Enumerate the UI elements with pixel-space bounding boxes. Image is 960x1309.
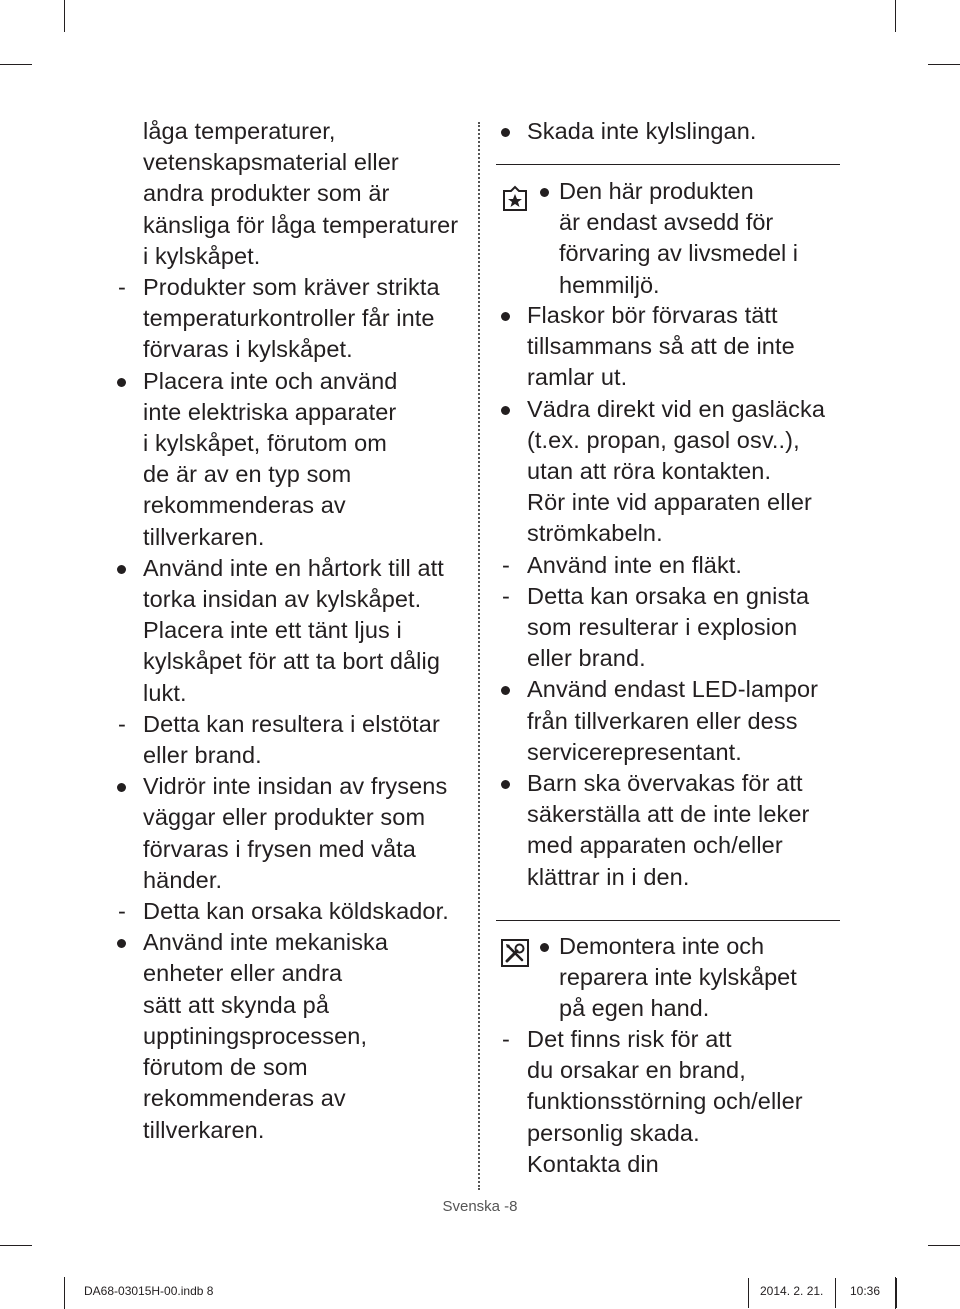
bullet-icon xyxy=(117,565,126,574)
text-line: Det finns risk för att xyxy=(527,1026,732,1052)
text-line: kylskåpet för att ta bort dålig xyxy=(143,648,440,675)
text-line: enheter eller andra xyxy=(143,960,343,987)
text-line: tillverkaren. xyxy=(143,523,265,550)
text-line: som resulterar i explosion xyxy=(527,614,798,641)
bullet-icon xyxy=(501,780,510,789)
left-column xyxy=(104,116,476,1146)
dash-item xyxy=(104,896,476,927)
text-line: Rör inte vid apparaten eller xyxy=(527,489,812,516)
text-line: torka insidan av kylskåpet. xyxy=(143,586,422,613)
note-no-disassembly xyxy=(540,931,840,1025)
crop-mark xyxy=(928,1245,960,1246)
bullet-item xyxy=(488,300,840,394)
bullet-item xyxy=(488,768,840,893)
text-line: upptiningsprocessen, xyxy=(143,1022,368,1049)
note-divider xyxy=(496,920,840,921)
text-line: tillverkaren. xyxy=(143,1116,265,1143)
text-line: Detta kan orsaka en gnista xyxy=(527,582,810,609)
crop-mark xyxy=(64,0,65,32)
bullet-item xyxy=(104,771,476,896)
bullet-icon xyxy=(540,188,549,197)
text-line: temperaturkontroller får inte xyxy=(143,305,435,332)
bullet-item xyxy=(488,674,840,768)
bullet-icon xyxy=(501,686,510,695)
slug-file: DA68-03015H-00.indb 8 xyxy=(84,1284,214,1298)
text-line: förvaras i frysen med våta xyxy=(143,835,416,862)
text-line: känsliga för låga temperaturer xyxy=(143,211,459,238)
text-line: i kylskåpet. xyxy=(143,242,261,269)
text-line: reparera inte kylskåpet xyxy=(559,964,797,991)
right-column-bottom xyxy=(488,1024,840,1180)
text-line: strömkabeln. xyxy=(527,520,663,547)
text-line: Skada inte kylslingan. xyxy=(527,118,757,144)
bullet-item xyxy=(104,927,476,1145)
slug-divider xyxy=(748,1278,749,1308)
text-line: tillsammans så att de inte xyxy=(527,333,795,360)
note-divider xyxy=(496,164,840,165)
text-line: Barn ska övervakas för att xyxy=(527,770,803,797)
dash-marker: - xyxy=(118,710,126,737)
text-line: vetenskapsmaterial eller xyxy=(143,149,399,176)
dash-marker: - xyxy=(118,898,126,925)
text-line: Den här produkten xyxy=(559,178,754,204)
text-line: Flaskor bör förvaras tätt xyxy=(527,302,778,328)
text-line: personlig skada. xyxy=(527,1119,700,1146)
bullet-item xyxy=(488,116,840,147)
text-line: funktionsstörning och/eller xyxy=(527,1088,803,1115)
bullet-icon xyxy=(117,939,126,948)
bullet-icon xyxy=(117,378,126,387)
crop-mark xyxy=(928,64,960,65)
bullet-item xyxy=(104,553,476,709)
text-line: Placera inte ett tänt ljus i xyxy=(143,617,402,644)
slug-time: 10:36 xyxy=(850,1284,881,1298)
text-line: på egen hand. xyxy=(559,995,710,1022)
text-line: väggar eller produkter som xyxy=(143,804,426,831)
note-product-use xyxy=(540,176,840,301)
text-line: händer. xyxy=(143,866,223,893)
text-line: andra produkter som är xyxy=(143,180,390,207)
text-line: eller brand. xyxy=(143,742,262,769)
text-line: klättrar in i den. xyxy=(527,863,690,890)
bullet-icon xyxy=(501,406,510,415)
dash-item xyxy=(104,272,476,366)
text-line: (t.ex. propan, gasol osv..), xyxy=(527,426,800,453)
text-line: Använd inte en fläkt. xyxy=(527,551,743,578)
text-line: Detta kan orsaka köldskador. xyxy=(143,898,449,925)
dash-item xyxy=(488,581,840,675)
bullet-icon xyxy=(540,943,549,952)
text-line: från tillverkaren eller dess xyxy=(527,707,798,734)
text-line: de är av en typ som xyxy=(143,461,352,488)
text-line: Placera inte och använd xyxy=(143,367,398,394)
text-line: rekommenderas av xyxy=(143,492,346,519)
text-line: i kylskåpet, förutom om xyxy=(143,430,387,457)
text-line: servicerepresentant. xyxy=(527,738,742,765)
right-column-middle xyxy=(488,300,840,893)
text-line: säkerställa att de inte leker xyxy=(527,801,810,828)
text-line: eller brand. xyxy=(527,645,646,672)
text-line: Vidrör inte insidan av frysens xyxy=(143,773,448,800)
column-separator xyxy=(478,122,480,1190)
page-number: Svenska -8 xyxy=(442,1198,518,1215)
text-line: ramlar ut. xyxy=(527,364,628,391)
text-line: rekommenderas av xyxy=(143,1085,346,1112)
bullet-item xyxy=(104,366,476,553)
text-line: hemmiljö. xyxy=(559,271,660,298)
crop-mark xyxy=(895,0,896,32)
text-line: utan att röra kontakten. xyxy=(527,458,772,485)
text-line: Använd inte mekaniska xyxy=(143,929,389,956)
bullet-icon xyxy=(117,783,126,792)
star-note-icon xyxy=(500,184,530,214)
text-line: lukt. xyxy=(143,679,187,706)
dash-marker: - xyxy=(502,582,510,609)
text-line: Vädra direkt vid en gasläcka xyxy=(527,395,826,422)
right-column-top xyxy=(488,116,840,147)
tools-note-icon xyxy=(500,938,530,968)
text-line: Demontera inte och xyxy=(559,933,765,959)
text-line: Produkter som kräver strikta xyxy=(143,274,440,301)
text-item xyxy=(104,116,476,272)
crop-mark xyxy=(0,1245,32,1246)
bullet-icon xyxy=(501,128,510,137)
text-line: Använd inte en hårtork till att xyxy=(143,554,444,581)
bullet-item xyxy=(488,394,840,550)
text-line: du orsakar en brand, xyxy=(527,1057,746,1084)
bullet-icon xyxy=(501,312,510,321)
text-line: förvaring av livsmedel i xyxy=(559,240,799,267)
text-line: Detta kan resultera i elstötar xyxy=(143,710,440,737)
text-line: är endast avsedd för xyxy=(559,209,774,236)
text-line: förvaras i kylskåpet. xyxy=(143,336,353,363)
text-line: sätt att skynda på xyxy=(143,991,329,1018)
text-line: Kontakta din xyxy=(527,1150,659,1177)
text-line: inte elektriska apparater xyxy=(143,398,397,425)
text-line: förutom de som xyxy=(143,1054,308,1081)
slug-date: 2014. 2. 21. xyxy=(760,1284,824,1298)
dash-marker: - xyxy=(502,1026,510,1052)
dash-item xyxy=(488,550,840,581)
dash-item xyxy=(104,709,476,771)
dash-item xyxy=(488,1024,840,1180)
dash-marker: - xyxy=(118,274,126,301)
dash-marker: - xyxy=(502,551,510,578)
text-line: låga temperaturer, xyxy=(143,118,336,144)
crop-mark xyxy=(0,64,32,65)
text-line: med apparaten och/eller xyxy=(527,832,783,859)
text-line: Använd endast LED-lampor xyxy=(527,676,819,703)
slug-divider xyxy=(835,1278,836,1308)
